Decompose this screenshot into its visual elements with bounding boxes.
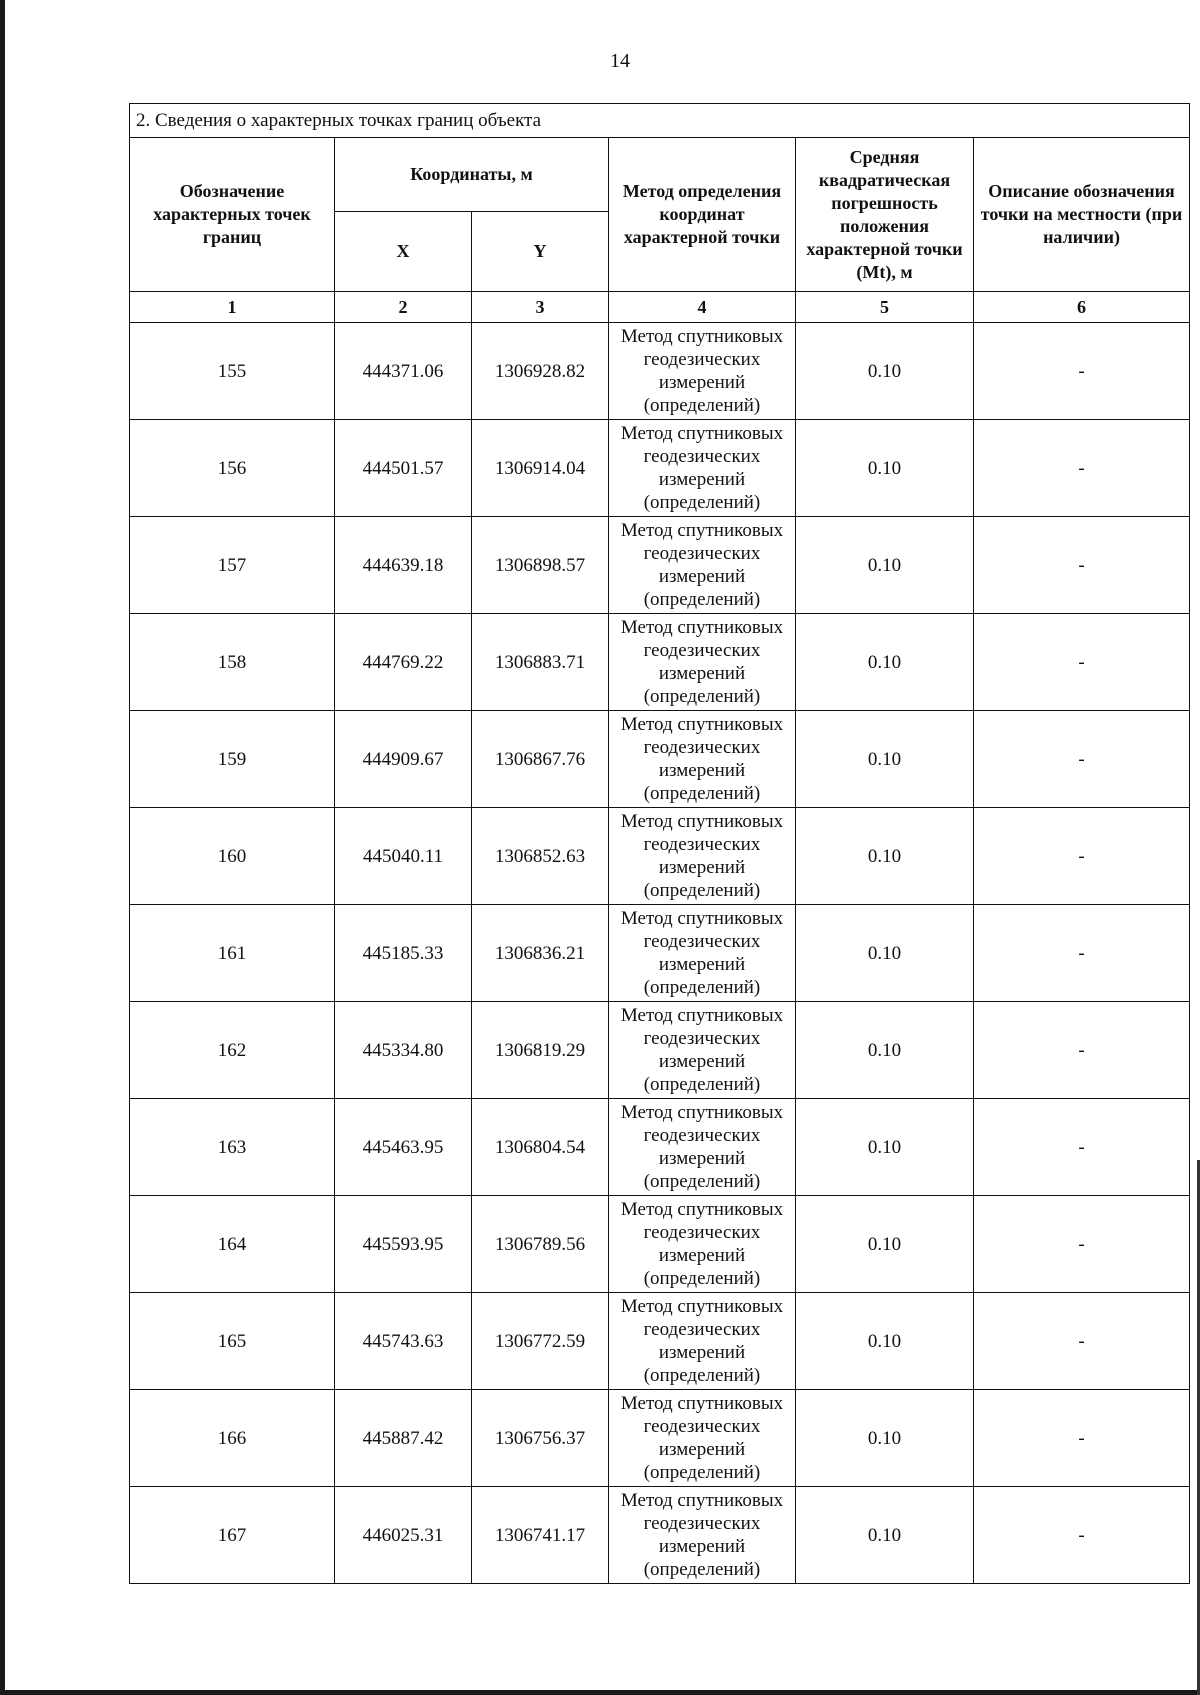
table-row bbox=[130, 1487, 1190, 1584]
cell-y: 1306819.29 bbox=[472, 1002, 609, 1099]
cell-y: 1306928.82 bbox=[472, 323, 609, 420]
table-row bbox=[130, 711, 1190, 808]
cell-point-id: 158 bbox=[130, 614, 335, 711]
table-caption: 2. Сведения о характерных точках границ объекта bbox=[130, 104, 1190, 138]
table-row bbox=[130, 323, 1190, 420]
table-row bbox=[130, 1099, 1190, 1196]
cell-description: - bbox=[974, 517, 1190, 614]
table-row bbox=[130, 808, 1190, 905]
column-number: 6 bbox=[974, 292, 1190, 323]
scan-edge-left bbox=[0, 0, 5, 1695]
column-number: 2 bbox=[335, 292, 472, 323]
cell-mt: 0.10 bbox=[796, 420, 974, 517]
cell-method: Метод спутниковых геодезических измерений (определений) bbox=[609, 517, 796, 614]
cell-mt: 0.10 bbox=[796, 808, 974, 905]
cell-method: Метод спутниковых геодезических измерений (определений) bbox=[609, 1099, 796, 1196]
cell-point-id: 159 bbox=[130, 711, 335, 808]
cell-point-id: 167 bbox=[130, 1487, 335, 1584]
cell-method: Метод спутниковых геодезических измерений (определений) bbox=[609, 1293, 796, 1390]
cell-point-id: 156 bbox=[130, 420, 335, 517]
cell-y: 1306804.54 bbox=[472, 1099, 609, 1196]
cell-mt: 0.10 bbox=[796, 1390, 974, 1487]
cell-method: Метод спутниковых геодезических измерений (определений) bbox=[609, 711, 796, 808]
header-description: Описание обозначения точки на местности (при наличии) bbox=[974, 138, 1190, 292]
cell-method: Метод спутниковых геодезических измерений (определений) bbox=[609, 1002, 796, 1099]
cell-description: - bbox=[974, 905, 1190, 1002]
cell-mt: 0.10 bbox=[796, 323, 974, 420]
cell-mt: 0.10 bbox=[796, 1293, 974, 1390]
cell-method: Метод спутниковых геодезических измерений (определений) bbox=[609, 1390, 796, 1487]
header-coordinates: Координаты, м bbox=[335, 138, 609, 212]
table-row bbox=[130, 420, 1190, 517]
cell-method: Метод спутниковых геодезических измерений (определений) bbox=[609, 1487, 796, 1584]
cell-description: - bbox=[974, 1196, 1190, 1293]
cell-point-id: 164 bbox=[130, 1196, 335, 1293]
header-error: Средняя квадратическая погрешность положения характерной точки (Mt), м bbox=[796, 138, 974, 292]
cell-x: 445743.63 bbox=[335, 1293, 472, 1390]
header-x: X bbox=[335, 212, 472, 292]
cell-mt: 0.10 bbox=[796, 517, 974, 614]
cell-point-id: 155 bbox=[130, 323, 335, 420]
cell-point-id: 166 bbox=[130, 1390, 335, 1487]
cell-description: - bbox=[974, 1293, 1190, 1390]
cell-description: - bbox=[974, 1002, 1190, 1099]
cell-mt: 0.10 bbox=[796, 614, 974, 711]
cell-description: - bbox=[974, 614, 1190, 711]
cell-x: 444769.22 bbox=[335, 614, 472, 711]
table-row bbox=[130, 614, 1190, 711]
cell-point-id: 160 bbox=[130, 808, 335, 905]
cell-point-id: 157 bbox=[130, 517, 335, 614]
header-row-1 bbox=[130, 138, 1190, 212]
cell-method: Метод спутниковых геодезических измерений (определений) bbox=[609, 614, 796, 711]
column-number-row bbox=[130, 292, 1190, 323]
column-number: 5 bbox=[796, 292, 974, 323]
cell-x: 445887.42 bbox=[335, 1390, 472, 1487]
cell-description: - bbox=[974, 420, 1190, 517]
header-designation: Обозначение характерных точек границ bbox=[130, 138, 335, 292]
cell-x: 444501.57 bbox=[335, 420, 472, 517]
cell-y: 1306836.21 bbox=[472, 905, 609, 1002]
cell-mt: 0.10 bbox=[796, 905, 974, 1002]
table-row bbox=[130, 1002, 1190, 1099]
cell-description: - bbox=[974, 808, 1190, 905]
column-number: 1 bbox=[130, 292, 335, 323]
cell-method: Метод спутниковых геодезических измерений (определений) bbox=[609, 323, 796, 420]
cell-mt: 0.10 bbox=[796, 1196, 974, 1293]
cell-point-id: 162 bbox=[130, 1002, 335, 1099]
cell-mt: 0.10 bbox=[796, 1002, 974, 1099]
table-row bbox=[130, 517, 1190, 614]
cell-y: 1306867.76 bbox=[472, 711, 609, 808]
table-row bbox=[130, 905, 1190, 1002]
column-number: 3 bbox=[472, 292, 609, 323]
cell-x: 445463.95 bbox=[335, 1099, 472, 1196]
cell-x: 445334.80 bbox=[335, 1002, 472, 1099]
cell-description: - bbox=[974, 1487, 1190, 1584]
header-method: Метод определения координат характерной точки bbox=[609, 138, 796, 292]
cell-method: Метод спутниковых геодезических измерений (определений) bbox=[609, 1196, 796, 1293]
cell-y: 1306914.04 bbox=[472, 420, 609, 517]
cell-x: 445040.11 bbox=[335, 808, 472, 905]
cell-y: 1306772.59 bbox=[472, 1293, 609, 1390]
cell-y: 1306741.17 bbox=[472, 1487, 609, 1584]
cell-x: 446025.31 bbox=[335, 1487, 472, 1584]
table-row bbox=[130, 1390, 1190, 1487]
cell-point-id: 163 bbox=[130, 1099, 335, 1196]
cell-y: 1306898.57 bbox=[472, 517, 609, 614]
cell-description: - bbox=[974, 323, 1190, 420]
table-caption-row bbox=[130, 104, 1190, 138]
cell-method: Метод спутниковых геодезических измерений (определений) bbox=[609, 808, 796, 905]
scan-edge-bottom bbox=[0, 1690, 1200, 1695]
cell-x: 444639.18 bbox=[335, 517, 472, 614]
page-number: 14 bbox=[610, 50, 630, 72]
cell-x: 445185.33 bbox=[335, 905, 472, 1002]
cell-description: - bbox=[974, 711, 1190, 808]
boundary-points-table bbox=[129, 103, 1190, 1584]
cell-y: 1306789.56 bbox=[472, 1196, 609, 1293]
cell-x: 445593.95 bbox=[335, 1196, 472, 1293]
cell-mt: 0.10 bbox=[796, 711, 974, 808]
cell-y: 1306756.37 bbox=[472, 1390, 609, 1487]
cell-description: - bbox=[974, 1390, 1190, 1487]
cell-mt: 0.10 bbox=[796, 1099, 974, 1196]
cell-point-id: 161 bbox=[130, 905, 335, 1002]
table-row bbox=[130, 1196, 1190, 1293]
cell-method: Метод спутниковых геодезических измерений (определений) bbox=[609, 420, 796, 517]
header-y: Y bbox=[472, 212, 609, 292]
cell-y: 1306852.63 bbox=[472, 808, 609, 905]
cell-point-id: 165 bbox=[130, 1293, 335, 1390]
cell-method: Метод спутниковых геодезических измерений (определений) bbox=[609, 905, 796, 1002]
cell-mt: 0.10 bbox=[796, 1487, 974, 1584]
cell-y: 1306883.71 bbox=[472, 614, 609, 711]
cell-description: - bbox=[974, 1099, 1190, 1196]
column-number: 4 bbox=[609, 292, 796, 323]
cell-x: 444909.67 bbox=[335, 711, 472, 808]
table-row bbox=[130, 1293, 1190, 1390]
cell-x: 444371.06 bbox=[335, 323, 472, 420]
